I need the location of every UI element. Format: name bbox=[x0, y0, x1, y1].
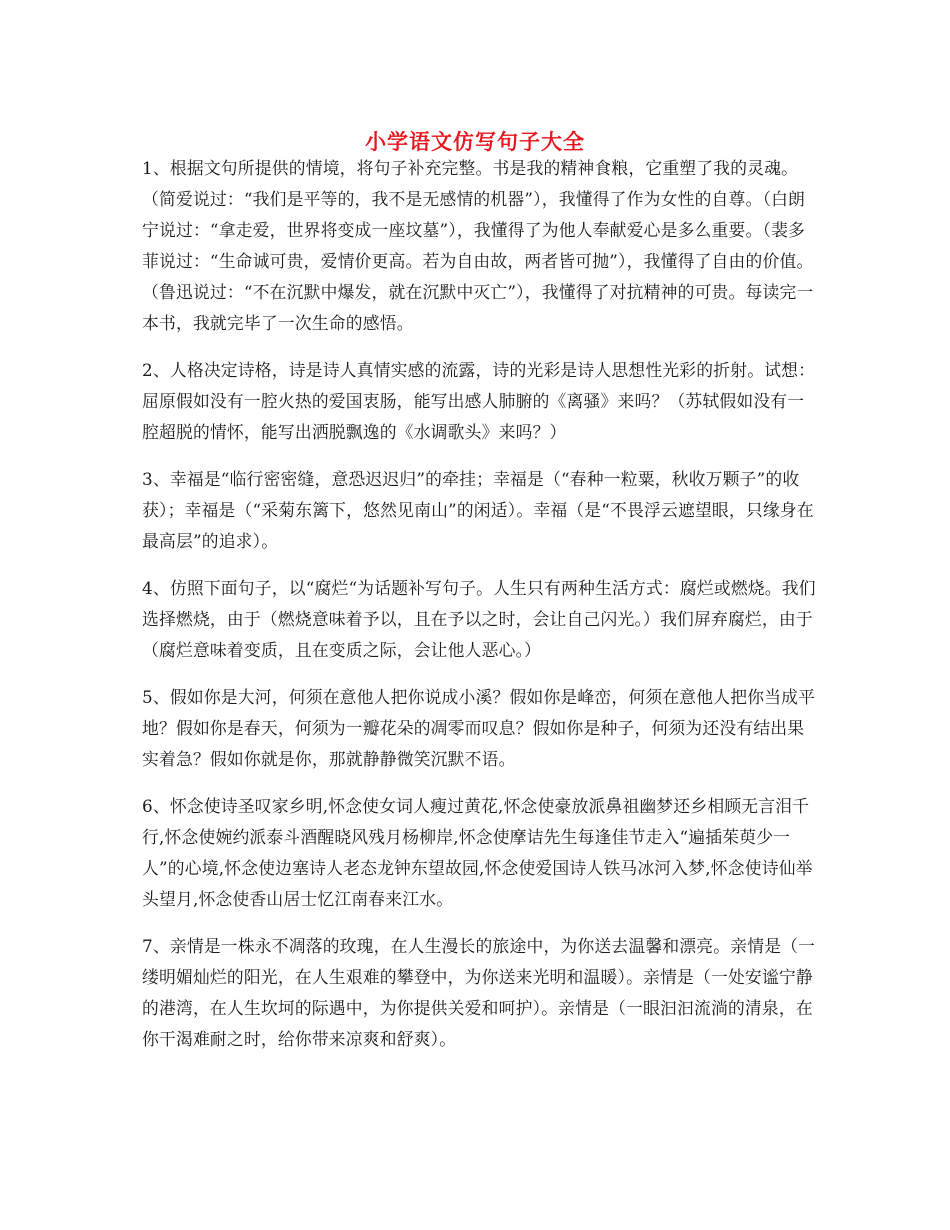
paragraph-2: 2、人格决定诗格，诗是诗人真情实感的流露，诗的光彩是诗人思想性光彩的折射。试想：屈原假如没有一腔火热的爱国衷肠，能写出感人肺腑的《离骚》来吗？（苏轼假如没有一腔超脱的情怀，能写出洒脱飘逸的《水调歌头》来吗？） bbox=[142, 360, 816, 442]
document-title: 小学语文仿写句子大全 bbox=[365, 129, 585, 155]
paragraph-5: 5、假如你是大河，何须在意他人把你说成小溪？假如你是峰峦，何须在意他人把你当成平地？假如你是春天，何须为一瓣花朵的凋零而叹息？假如你是种子，何须为还没有结出果实着急？假如你就是你，那就静静微笑沉默不语。 bbox=[142, 687, 816, 769]
paragraph-3: 3、幸福是“临行密密缝，意恐迟迟归”的牵挂；幸福是（“春种一粒粟，秋收万颗子”的收获）；幸福是（“采菊东篱下，悠然见南山”的闲适）。幸福（是“不畏浮云遮望眼，只缘身在最高层”的追求）。 bbox=[142, 469, 814, 551]
paragraph-7: 7、亲情是一株永不凋落的玫瑰，在人生漫长的旅途中，为你送去温馨和漂亮。亲情是（一缕明媚灿烂的阳光，在人生艰难的攀登中，为你送来光明和温暖）。亲情是（一处安谧宁静的港湾，在人生坎坷的际遇中，为你提供关爱和呵护）。亲情是（一眼汩汩流淌的清泉，在你干渴难耐之时，给你带来凉爽和舒爽）。 bbox=[142, 936, 816, 1049]
document-body bbox=[142, 153, 818, 1071]
paragraph-4: 4、仿照下面句子，以“腐烂“为话题补写句子。人生只有两种生活方式：腐烂或燃烧。我们选择燃烧，由于（燃烧意味着予以，且在予以之时，会让自己闪光。）我们屏弃腐烂，由于（腐烂意味着变质，且在变质之际，会让他人恶心。） bbox=[142, 578, 816, 660]
paragraph-6: 6、怀念使诗圣叹家乡明,怀念使女词人瘦过黄花,怀念使豪放派鼻祖幽梦还乡相顾无言泪千行,怀念使婉约派泰斗酒醒晓风残月杨柳岸,怀念使摩诘先生每逢佳节走入“遍插茱萸少一人”的心境,怀念使边塞诗人老态龙钟东望故园,怀念使爱国诗人铁马冰河入梦,怀念使诗仙举头望月,怀念使香山居士忆江南春来江水。 bbox=[142, 796, 813, 909]
paragraph-1: 1、根据文句所提供的情境，将句子补充完整。书是我的精神食粮，它重塑了我的灵魂。（简爱说过：“我们是平等的，我不是无感情的机器”），我懂得了作为女性的自尊。（白朗宁说过：“拿走爱，世界将变成一座坟墓”），我懂得了为他人奉献爱心是多么重要。（裴多菲说过：“生命诚可贵，爱情价更高。若为自由故，两者皆可抛”），我懂得了自由的价值。（鲁迅说过：“不在沉默中爆发，就在沉默中灭亡”），我懂得了对抗精神的可贵。每读完一本书，我就完毕了一次生命的感悟。 bbox=[142, 158, 814, 333]
